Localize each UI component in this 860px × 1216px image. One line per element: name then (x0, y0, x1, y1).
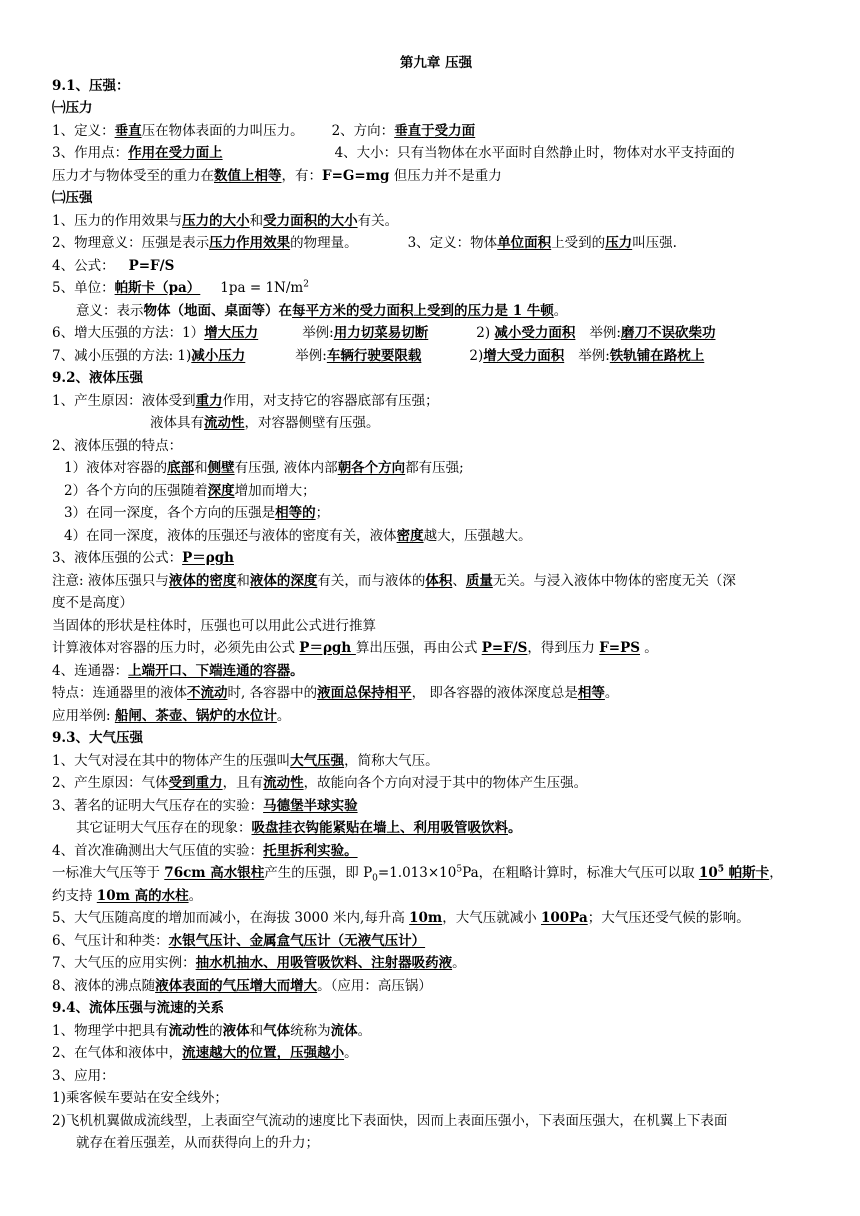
line-magnitude-cont: 压力才与物体受至的重力在数值上相等，有：F=G=mg 但压力并不是重力 (52, 167, 502, 184)
line-connector-examples: 应用举例: 船闸、茶壶、锅炉的水位计。 (52, 707, 291, 724)
line-atm-definition: 1、大气对浸在其中的物体产生的压强叫大气压强，简称大气压。 (52, 752, 439, 769)
line-connector: 4、连通器：上端开口、下端连通的容器。 (52, 662, 304, 679)
line-feature-2: 2）各个方向的压强随着深度增加而增大； (64, 482, 316, 499)
line-effect: 1、压力的作用效果与压力的大小和受力面积的大小有关。 (52, 212, 399, 229)
line-atm-phenomena: 其它证明大气压存在的现象：吸盘挂衣钩能紧贴在墙上、利用吸管吸饮料。 (76, 820, 522, 836)
line-atm-applications: 7、大气压的应用实例：抽水机抽水、用吸管吸饮料、注射器吸药液。 (52, 955, 466, 971)
chapter-title: 第九章 压强 (399, 55, 473, 71)
section-9-3-heading: 9.3、大气压强 (52, 730, 143, 746)
line-meaning-definition: 2、物理意义：压强是表示压力作用效果的物理量。 3、定义：物体单位面积上受到的压力叫压强. (52, 235, 677, 251)
line-atm-measure: 4、首次准确测出大气压值的实验：托里拆利实验。 (52, 842, 358, 859)
subsection-pressure-force: ㈠压力 (52, 100, 93, 116)
line-cause-cont: 液体具有流动性，对容器侧壁有压强。 (150, 415, 380, 431)
line-flow-speed: 2、在气体和液体中，流速越大的位置，压强越小。 (52, 1045, 358, 1061)
line-point-magnitude: 3、作用点：作用在受力面上 4、大小：只有当物体在水平面时自然静止时，物体对水平支持面的 (52, 145, 735, 161)
section-9-2-heading: 9.2、液体压强 (52, 370, 143, 386)
line-feature-3: 3）在同一深度，各个方向的压强是相等的； (64, 505, 330, 521)
line-standard-atm: 一标准大气压等于 76cm 高水银柱产生的压强，即 $P_0=1.013\times 10^5Pa$，在粗略计算时，标准大气压可以取 $10^5$ 帕斯卡， (52, 864, 783, 884)
line-feature-4: 4）在同一深度，液体的压强还与液体的密度有关，液体密度越大，压强越大。 (64, 527, 532, 544)
subsection-pressure: ㈡压强 (52, 190, 93, 206)
line-formula: 4、公式： P=F/S (52, 257, 175, 274)
line-application-2: 2)飞机机翼做成流线型，上表面空气流动的速度比下表面快，因而上表面压强小，下表面压强大，在机翼上下表面 (52, 1112, 728, 1129)
line-liquid-formula: 3、液体压强的公式：P＝ρgh (52, 550, 234, 566)
line-calc-force: 计算液体对容器的压力时，必须先由公式 P＝ρgh 算出压强，再由公式 P=F/S，得到压力 F=PS 。 (52, 640, 658, 656)
line-unit: 5、单位：帕斯卡（pa） $1pa = 1N/m^2$ (52, 279, 309, 296)
line-atm-experiment: 3、著名的证明大气压存在的实验：马德堡半球实验 (52, 797, 358, 814)
line-definition-direction: 1、定义：垂直压在物体表面的力叫压力。 2、方向：垂直于受力面 (52, 122, 476, 139)
line-note: 注意: 液体压强只与液体的密度和液体的深度有关，而与液体的体积、质量无关。与浸入液体中物体的密度无关（深 (52, 572, 736, 589)
line-reduce-pressure: 7、减小压强的方法: 1)减小压力 举例:车辆行驶要限载 2)增大受力面积 举例:铁轨铺在路枕上 (52, 347, 705, 364)
section-9-4-heading: 9.4、流体压强与流速的关系 (52, 1000, 224, 1016)
line-boiling-point: 8、液体的沸点随液体表面的气压增大而增大。（应用：高压锅） (52, 977, 432, 994)
line-water-column: 约支持 10m 高的水柱。 (52, 887, 203, 904)
line-barometers: 6、气压计和种类：水银气压计、金属盒气压计（无液气压计） (52, 932, 426, 949)
line-cause: 1、产生原因：液体受到重力作用，对支持它的容器底部有压强； (52, 392, 439, 409)
line-application-1: 1)乘客候车要站在安全线外； (52, 1090, 228, 1106)
line-application-2-cont: 就存在着压强差，从而获得向上的升力； (76, 1135, 319, 1151)
line-atm-altitude: 5、大气压随高度的增加而减小，在海拔 3000 米内,每升高 10m，大气压就减小 100Pa；大气压还受气候的影响。 (52, 910, 750, 926)
line-note-cont: 度不是高度） (52, 595, 133, 611)
line-solid-column: 当固体的形状是柱体时，压强也可以用此公式进行推算 (52, 617, 376, 634)
line-applications: 3、应用： (52, 1067, 115, 1084)
line-increase-pressure: 6、增大压强的方法：1）增大压力 举例:用力切菜易切断 2) 减小受力面积 举例:磨刀不误砍柴功 (52, 325, 716, 341)
line-fluid-definition: 1、物理学中把具有流动性的液体和气体统称为流体。 (52, 1022, 372, 1039)
line-features: 2、液体压强的特点： (52, 437, 183, 454)
section-9-1-heading: 9.1、压强： (52, 77, 130, 94)
line-connector-feature: 特点：连通器里的液体不流动时, 各容器中的液面总保持相平， 即各容器的液体深度总是相等。 (52, 685, 619, 701)
line-atm-cause: 2、产生原因：气体受到重力，且有流动性，故能向各个方向对浸于其中的物体产生压强。 (52, 775, 588, 791)
line-feature-1: 1）液体对容器的底部和侧壁有压强, 液体内部朝各个方向都有压强; (64, 460, 464, 476)
line-unit-meaning: 意义：表示物体（地面、桌面等）在每平方米的受力面积上受到的压力是 1 牛顿。 (76, 302, 568, 319)
